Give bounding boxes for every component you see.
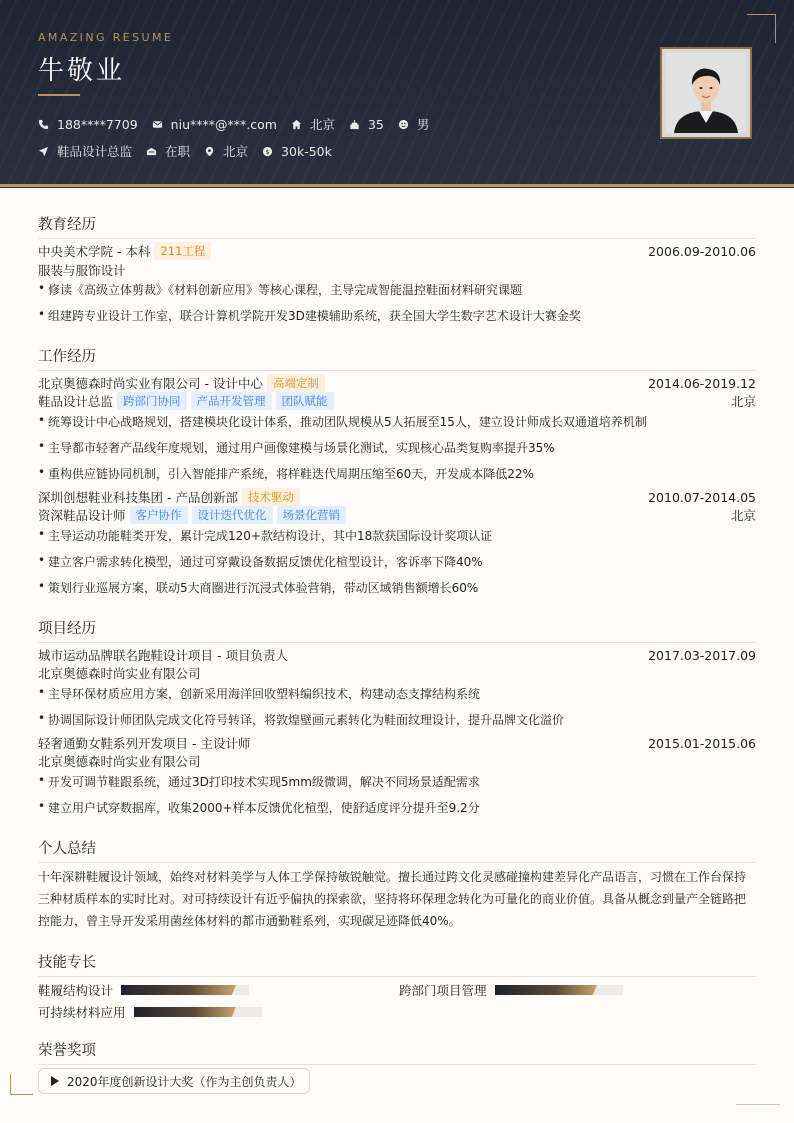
project-company-row [38,752,756,770]
skill-bar [121,985,249,995]
home-icon [291,119,302,130]
project-date: 2017.03-2017.09 [648,647,756,663]
age-item [349,117,384,132]
phone-icon [38,119,49,130]
company-tag: 高端定制 [267,374,325,392]
job-position: 鞋品设计总监 [38,394,114,409]
education-section-title: 教育经历 [38,213,756,239]
work-section-title: 工作经历 [38,345,756,371]
summary-section-title: 个人总结 [38,837,756,863]
project-name: 城市运动品牌联名跑鞋设计项目 - 项目负责人 [38,648,288,663]
list-item: • 建立用户试穿数据库，收集2000+样本反馈优化楦型，使舒适度评分提升至9.2分 [38,799,480,815]
contact-row [38,115,443,133]
skill-item [38,1003,262,1021]
skill-name: 鞋履结构设计 [38,983,114,998]
skill-bar [495,985,623,995]
job-header-row [38,374,756,392]
name-underline [38,94,80,96]
email-text: niu****@***.com [170,116,277,132]
salary-icon [262,146,273,157]
profile-photo [660,47,752,139]
gender-text: 男 [416,117,430,132]
list-item: • 主导运动功能鞋类开发，累计完成120+款结构设计，其中18款获国际设计奖项认证 [38,527,493,543]
project-header-row [38,734,756,752]
job-date: 2010.07-2014.05 [648,489,756,505]
skill-fill [121,985,236,995]
list-item: • 建立客户需求转化模型，通过可穿戴设备数据反馈优化楦型设计，客诉率下降40% [38,553,483,569]
summary-text: 十年深耕鞋履设计领域，始终对材料美学与人体工学保持敏锐触觉。擅长通过跨文化灵感碰撞构建差异化产品语言，习惯在工作台保持三种材质样本的实时比对。对可持续设计有近乎偏执的探索欲，坚持将环保理念转化为可量化的商业价值。具备从概念到量产全链路把控能力，曾主导开发采用菌丝体材料的都市通勤鞋系列，实现碳足迹降低40%。 [38,870,747,928]
skill-fill [134,1007,236,1017]
skill-name: 可持续材料应用 [38,1005,126,1020]
list-item: • 主导都市轻奢产品线年度规划，通过用户画像建模与场景化测试，实现核心品类复购率提升35% [38,439,555,455]
city-text: 北京 [309,117,335,132]
email-item [152,117,277,132]
header-divider [0,187,794,188]
major-row [38,261,756,279]
project-company: 北京奥德森时尚实业有限公司 [38,666,201,681]
position-tag: 客户协作 [130,506,188,524]
list-item: • 重构供应链协同机制，引入智能排产系统，将样鞋迭代周期压缩至60天，开发成本降低22% [38,465,534,481]
target-position-text: 鞋品设计总监 [57,144,133,159]
project-company: 北京奥德森时尚实业有限公司 [38,754,201,769]
list-item: • 协调国际设计师团队完成文化符号转译，将敦煌壁画元素转化为鞋面纹理设计，提升品牌文化溢价 [38,711,565,727]
target-position-item [38,142,132,160]
list-item: • 修读《高级立体剪裁》《材料创新应用》等核心课程，主导完成智能温控鞋面材料研究课题 [38,281,523,297]
corner-decoration [747,14,776,43]
job-location: 北京 [730,394,756,409]
list-item: • 组建跨专业设计工作室，联合计算机学院开发3D建模辅助系统，获全国大学生数字艺术设计大赛金奖 [38,307,581,323]
skill-item [38,981,249,999]
skill-fill [495,985,597,995]
cake-icon [349,119,360,130]
major-name: 服装与服饰设计 [38,263,126,278]
position-tag: 设计迭代优化 [192,506,273,524]
send-icon [38,146,49,157]
awards-section-title: 荣誉奖项 [38,1039,756,1065]
location-icon [204,146,215,157]
list-item: • 主导环保材质应用方案，创新采用海洋回收塑料编织技术，构建动态支撑结构系统 [38,685,481,701]
company-name: 北京奥德森时尚实业有限公司 - 设计中心 [38,376,263,391]
school-name: 中央美术学院 - 本科 [38,244,151,259]
mail-icon [152,119,163,130]
project-name: 轻奢通勤女鞋系列开发项目 - 主设计师 [38,736,251,751]
corner-decoration [736,1104,780,1105]
award-text: 2020年度创新设计大奖（作为主创负责人） [67,1074,302,1089]
list-item: • 统筹设计中心战略规划，搭建模块化设计体系，推动团队规模从5人拓展至15人，建立设计师成长双通道培养机制 [38,413,647,429]
education-header-row [38,242,756,260]
job-date: 2014.06-2019.12 [648,375,756,391]
company-name: 深圳创想鞋业科技集团 - 产品创新部 [38,490,238,505]
project-header-row [38,646,756,664]
svg-text:$: $ [265,147,270,156]
position-tag: 跨部门协同 [117,392,187,410]
target-city-text: 北京 [223,144,249,159]
award-item[interactable] [38,1068,310,1094]
position-tag: 场景化营销 [277,506,347,524]
avatar [666,53,746,133]
position-tag: 产品开发管理 [191,392,272,410]
phone-text: 188****7709 [57,116,138,132]
job-intent-row [38,142,346,160]
skill-bar [134,1007,262,1017]
resume-header [0,0,794,184]
skills-section-title: 技能专长 [38,951,756,977]
phone-item [38,117,138,132]
project-date: 2015.01-2015.06 [648,735,756,751]
salary-text: 30k-50k [281,143,332,159]
age-text: 35 [367,116,384,132]
job-header-row [38,488,756,506]
job-position: 资深鞋品设计师 [38,508,126,523]
school-tag: 211工程 [154,242,211,260]
skill-name: 跨部门项目管理 [399,983,487,998]
job-position-row [38,392,756,410]
header-tagline: AMAZING RESUME [38,31,174,44]
gender-item [398,115,430,133]
position-tag: 团队赋能 [276,392,334,410]
company-tag: 技术驱动 [242,488,300,506]
projects-section-title: 项目经历 [38,617,756,643]
triangle-icon [51,1076,59,1086]
status-icon [146,146,157,157]
list-item: • 策划行业巡展方案，联动5大商圈进行沉浸式体验营销，带动区域销售额增长60% [38,579,479,595]
corner-decoration [10,1074,33,1095]
gender-icon [398,119,409,130]
salary-item [262,144,332,159]
work-status-item [146,142,190,160]
job-position-row [38,506,756,524]
city-item [291,115,335,133]
project-company-row [38,664,756,682]
skill-item [399,981,623,999]
job-location: 北京 [730,508,756,523]
list-item: • 开发可调节鞋跟系统，通过3D打印技术实现5mm级微调，解决不同场景适配需求 [38,773,480,789]
work-status-text: 在职 [165,144,191,159]
target-city-item [204,142,248,160]
education-date: 2006.09-2010.06 [648,243,756,259]
candidate-name: 牛敬业 [38,56,126,86]
